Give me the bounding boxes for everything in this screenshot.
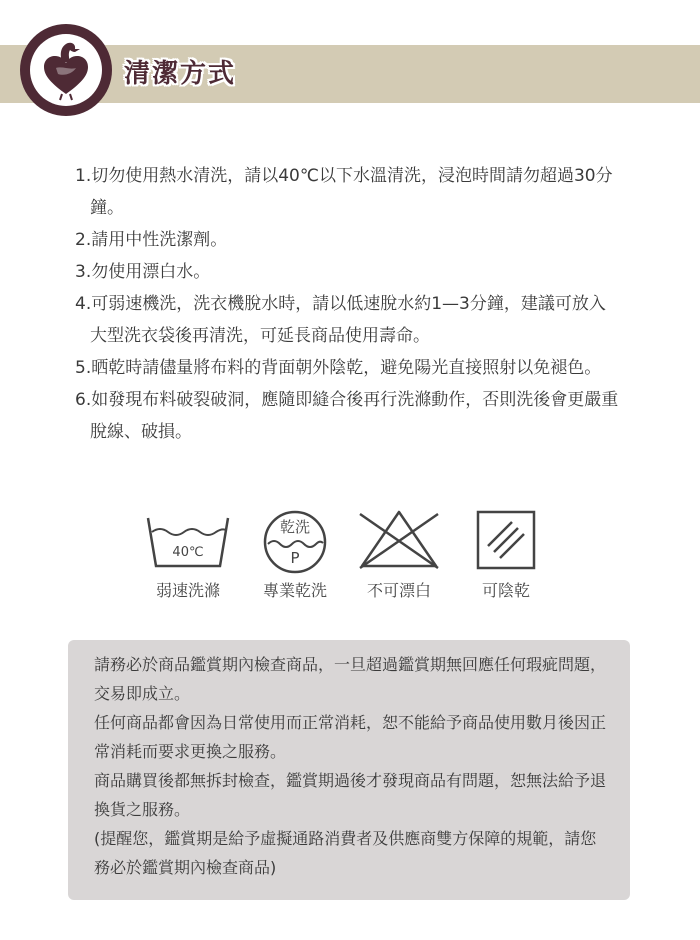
care-symbol-shade-dry — [476, 510, 536, 600]
wash-temp-text: 40℃ — [172, 545, 204, 560]
rule-item: 6.如發現布料破裂破洞，應隨即縫合後再行洗滌動作，否則洗後會更嚴重脫線、破損。 — [75, 390, 619, 442]
care-symbol-wash — [146, 510, 230, 600]
notice-paragraph: 任何商品都會因為日常使用而正常消耗，恕不能給予商品使用數月後因正常消耗而要求更換之服務。 — [94, 713, 607, 761]
notice-text — [94, 650, 609, 882]
rule-item: 1.切勿使用熱水清洗，請以40℃以下水溫清洗，浸泡時間請勿超過30分鐘。 — [75, 166, 613, 218]
appraisal-notice-box — [68, 640, 630, 900]
page-title: 清潔方式 — [124, 59, 237, 89]
care-symbol-no-bleach — [356, 510, 442, 600]
care-symbol-dry-clean — [260, 510, 330, 600]
care-label: 可陰乾 — [481, 581, 531, 600]
rule-item: 2.請用中性洗潔劑。 — [75, 230, 228, 250]
dry-clean-letter: P — [290, 549, 300, 567]
wash-tub-icon — [146, 510, 230, 570]
cleaning-rules-list — [75, 160, 620, 448]
shade-dry-icon — [476, 510, 536, 570]
dry-clean-icon — [260, 510, 330, 576]
care-label: 弱速洗滌 — [155, 581, 221, 600]
notice-paragraph: (提醒您，鑑賞期是給予虛擬通路消費者及供應商雙方保障的規範，請您務必於鑑賞期內檢查商品) — [94, 829, 597, 877]
notice-paragraph: 商品購買後都無拆封檢查，鑑賞期過後才發現商品有問題，恕無法給予退換貨之服務。 — [94, 771, 607, 819]
care-label: 專業乾洗 — [262, 581, 328, 600]
notice-paragraph: 請務必於商品鑑賞期內檢查商品，一旦超過鑑賞期無回應任何瑕疵問題，交易即成立。 — [94, 655, 607, 703]
rule-item: 3.勿使用漂白水。 — [75, 262, 211, 282]
rule-item: 5.晒乾時請儘量將布料的背面朝外陰乾，避免陽光直接照射以免褪色。 — [75, 358, 602, 378]
no-bleach-icon — [356, 510, 442, 570]
rule-item: 4.可弱速機洗，洗衣機脫水時，請以低速脫水約1—3分鐘，建議可放入大型洗衣袋後再清洗，可延長商品使用壽命。 — [75, 294, 606, 346]
care-label: 不可漂白 — [366, 581, 432, 600]
dry-clean-text: 乾洗 — [279, 518, 311, 536]
goose-heart-logo-icon — [18, 22, 114, 118]
